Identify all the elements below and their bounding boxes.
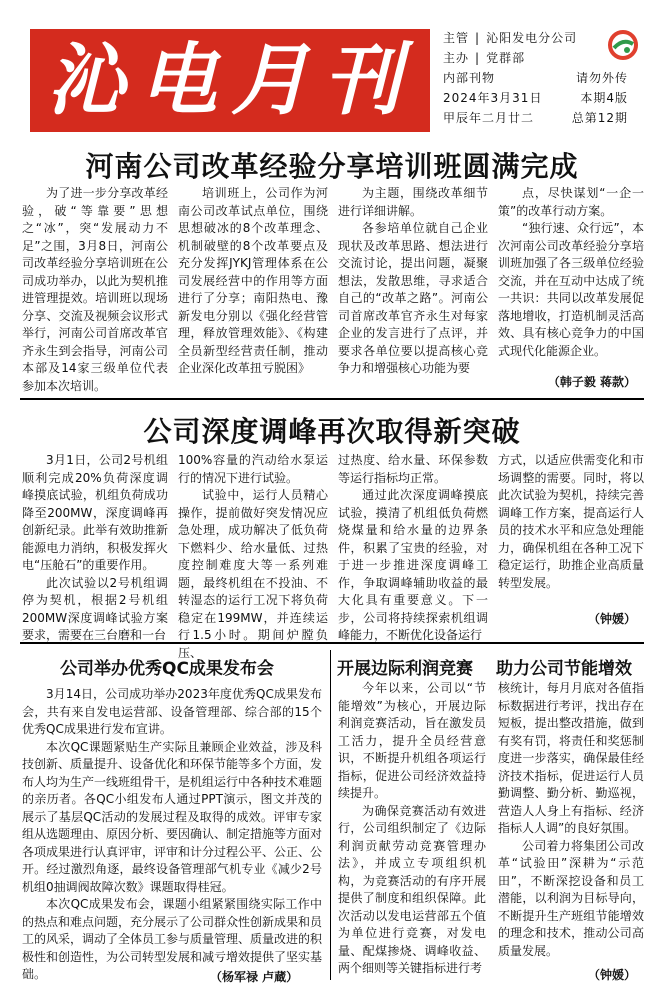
article1-col3: [338, 185, 488, 378]
paragraph: 点，尽快谋划“一企一策”的改革行动方案。: [498, 186, 644, 218]
divider-3: [330, 650, 331, 980]
organizer-label: 主办: [443, 51, 470, 65]
paragraph: 为确保竞赛活动有效进行，公司组织制定了《边际利润贡献劳动竞赛管理办法》，并成立专项组织机构，为竞赛活动的有序开展提供了制度和组织保障。此次活动以发电运营部五个值为单位进行竞赛，对发电量、配煤掺烧、调峰收益、两个细则等关键指标进行考: [338, 803, 486, 975]
paragraph: 核统计，每月月底对各值指标数据进行考评，找出存在短板，提出整改措施，做到有奖有罚，将责任和奖惩制度进一步落实，确保最佳经济技术指标，促进运行人员勤调整、勤分析、勤巡视，营造人人身上有指标、经济指标人人调”的良好氛围。: [498, 681, 644, 835]
paragraph: 过热度、给水量、环保参数等运行指标均正常。: [338, 453, 488, 485]
article3-headline: 公司举办优秀QC成果发布会: [60, 659, 274, 679]
article1-col2: 培训班上，公司作为河南公司改革试点单位，围绕思想破冰的8个改革理念、机制破壁的8个改革要点及充分发挥JYKJ管理体系在公司发展经营中的作用等方面进行了分享；南阳热电、豫新发电分别以《强化经营管理，释放管理效能》、《构建全员新型经营责任制，推动企业深化改革扭亏脱困》: [178, 186, 328, 375]
sponsor: 沁阳发电分公司: [486, 31, 578, 45]
paragraph: 公司着力将集团公司改革“试验田”深耕为“示范田”，不断深挖设备和员工潜能，以利润为目标导向，不断提升生产班组节能增效的理念和技术，推动公司高质量发展。: [498, 838, 644, 958]
article2-headline: 公司深度调峰再次取得新突破: [143, 415, 521, 448]
masthead-info: 主管 | 沁阳发电分公司 主办 | 党群部 内部刊物 请勿外传 2024年3月31日 本期4版 甲辰年二月廿二 总第12期: [443, 28, 628, 128]
article3-byline: （杨军禄 卢蔵）: [210, 970, 299, 984]
masthead: [30, 22, 634, 134]
issue-date: 2024年3月31日: [443, 91, 543, 105]
article2-col1: [22, 452, 168, 645]
divider-2: [20, 642, 644, 644]
article1-headline: 河南公司改革经验分享培训班圆满完成: [85, 150, 579, 183]
paragraph: 100%容量的汽动给水泵运行的情况下进行试验。: [178, 453, 328, 485]
article4-headline: 开展边际利润竞赛: [337, 659, 473, 679]
masthead-title: 沁电月刊: [46, 35, 415, 126]
paragraph: 3月1日，公司2号机组顺利完成20%负荷深度调峰摸底试验，机组负荷成功降至200MW，深度调峰再创新纪录。此举有效助推新能源电力消纳，积极发挥火电“压舱石”的重要作用。: [22, 453, 168, 572]
article5-byline: （钟媛）: [587, 968, 636, 982]
article2-col4: 方式，以适应供需变化和市场调整的需要。同时，将以此次试验为契机，持续完善调峰工作方案，提高运行人员的技术水平和应急处理能力，确保机组在各种工况下稳定运行，助推企业高质量转型发展。: [498, 453, 644, 590]
issue-pages: 本期4版: [580, 91, 628, 105]
paragraph: 为主题，围绕改革细节进行详细讲解。: [338, 186, 488, 218]
masthead-logo: [30, 29, 430, 132]
article2-byline: （钟媛）: [587, 612, 636, 626]
divider-1: [20, 398, 644, 400]
paragraph: 3月14日，公司成功举办2023年度优秀QC成果发布会，共有来自发电运营部、设备管理部、综合部的15个优秀QC成果进行发布宣讲。: [22, 687, 322, 736]
paragraph: “独行速、众行远”，本次河南公司改革经验分享培训班加强了各三级单位经验交流，并在互动中达成了统一共识：共同以改革发展促落地增收，打造机制灵活高效、具有核心竞争力的中国式现代化能源企业。: [498, 221, 644, 358]
article1-col1: 为了进一步分享改革经验，破“等靠要”思想之“冰”，突“发展动力不足”之围，3月8日，河南公司改革经验分享培训班在公司成功举办，以此为契机推进管理提效。培训班以现场分享、交流及视频会议形式举行，河南公司首席改革官齐永生到会指导，河南公司本部及14家三级单位代表参加本次培训。: [22, 186, 168, 393]
paragraph: 各参培单位就自己企业现状及改革思路、想法进行交流讨论，提出问题，凝聚想法，发散思维，寻求适合自己的“改革之路”。河南公司首席改革官齐永生对每家企业的发言进行了点评，并要求各单位要以提高核心竞争力和增强核心功能为要: [338, 221, 488, 375]
article1-col4: [498, 185, 644, 360]
paragraph: 通过此次深度调峰摸底试验，摸清了机组低负荷燃烧煤量和给水量的边界条件，积累了宝贵的经验，对于进一步推进深度调峰工作，争取调峰辅助收益的最大化具有重要意义。下一步，公司将持续探索机组调峰能力，不断优化设备运行: [338, 488, 488, 642]
internal-note: 内部刊物: [443, 71, 496, 85]
article4-body: [338, 680, 486, 978]
paragraph: 试验中，运行人员精心操作，提前做好突发情况应急处理，成功解决了低负荷下燃料少、给水量低、过热度控制难度大等一系列难题，最终机组在不投油、不转湿态的运行工况下将负荷稳定在199MW，并连续运行1.5小时。期间炉膛负压、: [178, 488, 328, 660]
paragraph: 此次试验以2号机组调停为契机，根据2号机组200MW深度调峰试验方案要求，需要在三台磨和一台: [22, 575, 168, 642]
no-outside-note: 请勿外传: [575, 71, 628, 85]
sponsor-label: 主管: [443, 31, 470, 45]
article2-col3: [338, 452, 488, 645]
issue-total: 总第12期: [571, 111, 628, 125]
organizer: 党群部: [486, 51, 526, 65]
paragraph: 本次QC成果发布会，课题小组紧紧围绕实际工作中的热点和难点问题，充分展示了公司群众性创新成果和员工的风采，调动了全体员工参与质量管理、质量改进的积极性和创造性，为公司转型发展和减亏增效提供了坚实基础。: [22, 897, 323, 981]
article5-headline: 助力公司节能增效: [496, 659, 632, 679]
company-emblem-icon: [608, 30, 638, 60]
paragraph: 今年以来，公司以“节能增效”为核心，开展边际利润竞赛活动，旨在激发员工活力，提升全员经营意识，不断提升机组各项运行指标，促进公司经济效益持续提升。: [338, 681, 486, 800]
article2-col2: [178, 452, 328, 662]
lunar-date: 甲辰年二月廿二: [443, 111, 535, 125]
article5-body: [498, 680, 644, 960]
article1-byline: （韩子毅 蒋款）: [547, 375, 636, 389]
paragraph: 本次QC课题紧贴生产实际且兼顾企业效益，涉及科技创新、质量提升、设备优化和环保节能等多个方面，发布人均为生产一线班组骨干，是机组运行中各种技术难题的亲历者。各QC小组发布人通过PPT演示，图文并茂的展示了基层QC活动的发展过程及取得的成效。评审专家组从选题理由、原因分析、要因确认、制定措施等方面对各项成果进行认真评审，评审和计分过程公平、公正、公开。经过激烈角逐，最终设备管理部气机专业《减少2号机组0抽调阀故障次数》课题取得桂冠。: [22, 739, 323, 894]
article3-body: [22, 686, 322, 984]
